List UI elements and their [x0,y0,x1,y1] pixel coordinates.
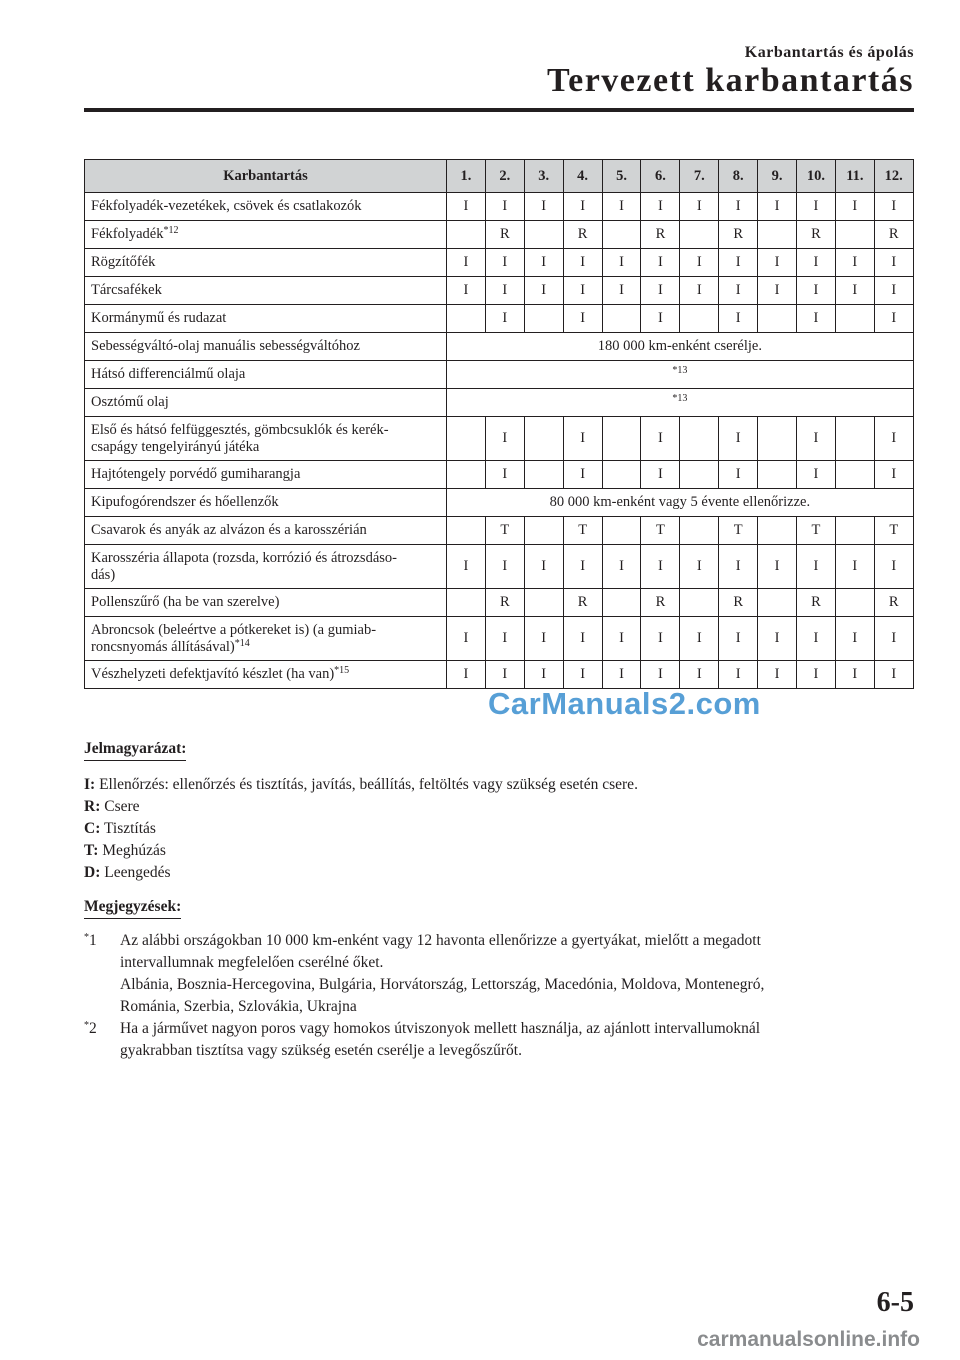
interval-cell: I [797,249,836,277]
task-label: Rögzítőfék [91,254,156,270]
interval-cell: I [758,277,797,305]
interval-cell: I [563,277,602,305]
interval-cell: R [563,589,602,617]
task-cell [85,333,447,361]
interval-cell: I [835,617,874,661]
interval-cell: I [485,545,524,589]
interval-cell: T [719,517,758,545]
interval-cell: T [641,517,680,545]
note-asterisk: * [84,1020,89,1031]
interval-cell [447,305,486,333]
interval-cell [602,305,641,333]
interval-cell: I [524,193,563,221]
interval-cell: R [563,221,602,249]
table-row [85,461,914,489]
interval-cell [524,461,563,489]
interval-cell: R [719,221,758,249]
interval-cell: I [758,249,797,277]
task-label: Kormánymű és rudazat [91,310,227,326]
task-cell [85,305,447,333]
interval-cell [602,417,641,461]
interval-cell: I [641,461,680,489]
interval-cell [602,221,641,249]
table-row [85,589,914,617]
legend-key: I: [84,776,96,793]
column-header-interval: 9. [758,160,797,193]
legend-item [84,774,638,796]
legend-heading: Jelmagyarázat: [84,740,186,761]
interval-cell: I [680,617,719,661]
notes-list [84,930,914,1062]
interval-cell [524,417,563,461]
interval-cell: I [797,617,836,661]
interval-cell: R [797,221,836,249]
note-line: intervallumnak megfelelően cserélné őket. [120,954,384,971]
interval-cell: I [485,417,524,461]
legend-text: Csere [104,798,140,815]
interval-cell [447,517,486,545]
interval-cell: I [447,249,486,277]
legend-list [84,774,638,884]
interval-cell: I [797,193,836,221]
column-header-interval: 4. [563,160,602,193]
task-label: Tárcsafékek [91,282,162,298]
task-label: Pollenszűrő (ha be van szerelve) [91,594,280,610]
footnote-ref: *12 [163,225,179,236]
page-number: 6-5 [876,1287,914,1318]
column-header-interval: 5. [602,160,641,193]
table-row [85,389,914,417]
interval-cell: I [835,249,874,277]
task-cell [85,277,447,305]
note-item [84,1018,914,1062]
interval-cell: I [874,661,913,689]
legend-item [84,862,638,884]
table-body [85,193,914,689]
interval-cell: I [719,193,758,221]
table-row [85,417,914,461]
interval-cell: R [797,589,836,617]
page-title: Tervezett karbantartás [547,62,914,99]
interval-cell: I [563,661,602,689]
task-label: Kipufogórendszer és hőellenzők [91,494,279,510]
table-row [85,361,914,389]
interval-cell [680,221,719,249]
legend-key: R: [84,798,101,815]
interval-cell: I [835,193,874,221]
header-rule [84,108,914,112]
interval-cell: I [563,193,602,221]
interval-cell: I [835,661,874,689]
footer-watermark: carmanualsonline.info [697,1328,920,1351]
table-row [85,221,914,249]
footnote-ref: *13 [672,365,688,376]
interval-cell: T [563,517,602,545]
interval-cell: I [485,617,524,661]
interval-cell: I [447,193,486,221]
interval-cell: I [680,545,719,589]
interval-cell: I [719,249,758,277]
legend-key: C: [84,820,101,837]
column-header-interval: 1. [447,160,486,193]
interval-cell: I [719,277,758,305]
interval-cell: T [485,517,524,545]
interval-cell: I [563,305,602,333]
interval-cell [758,305,797,333]
interval-cell: I [680,661,719,689]
legend-item [84,818,638,840]
interval-cell: I [874,249,913,277]
interval-cell: I [680,277,719,305]
interval-cell: I [641,277,680,305]
interval-cell: I [641,661,680,689]
interval-cell: R [874,221,913,249]
task-label: Csavarok és anyák az alvázon és a karosszérián [91,522,367,538]
header-section-label: Karbantartás és ápolás [744,44,914,61]
table-row [85,193,914,221]
interval-cell [758,221,797,249]
interval-cell: T [797,517,836,545]
interval-cell: R [719,589,758,617]
interval-cell [680,305,719,333]
interval-cell: I [835,277,874,305]
task-label-line2: dás) [91,566,116,583]
table-row [85,333,914,361]
interval-cell: R [641,589,680,617]
interval-cell: I [602,545,641,589]
legend-key: D: [84,864,101,881]
notes-heading: Megjegyzések: [84,898,181,919]
interval-cell: I [797,661,836,689]
legend-item [84,796,638,818]
interval-cell [680,517,719,545]
interval-cell: I [641,249,680,277]
interval-cell: I [874,277,913,305]
interval-cell: I [563,545,602,589]
note-line: Albánia, Bosznia-Hercegovina, Bulgária, Horvátország, Lettország, Macedónia, Moldova, Montenegró, [120,976,765,993]
interval-cell: I [797,277,836,305]
task-cell [85,461,447,489]
interval-cell: I [563,417,602,461]
interval-cell: R [641,221,680,249]
interval-cell [524,589,563,617]
interval-text: 180 000 km-enként cserélje. [597,338,762,354]
table-row [85,305,914,333]
interval-cell: I [874,545,913,589]
table-row [85,249,914,277]
note-line: Az alábbi országokban 10 000 km-enként vagy 12 havonta ellenőrizze a gyertyákat, mielőtt a megadott [120,932,761,949]
table-row [85,617,914,661]
interval-cell: I [447,277,486,305]
interval-cell [835,417,874,461]
note-line: Románia, Szerbia, Szlovákia, Ukrajna [120,998,357,1015]
legend-text: Tisztítás [103,820,156,837]
legend-key: T: [84,842,99,859]
column-header-interval: 8. [719,160,758,193]
interval-cell [524,221,563,249]
legend-text: Ellenőrzés: ellenőrzés és tisztítás, javítás, beállítás, feltöltés vagy szükség esetén csere. [99,776,638,793]
interval-cell [524,305,563,333]
interval-cell [835,221,874,249]
interval-cell: I [874,461,913,489]
interval-cell: I [874,193,913,221]
interval-cell [447,417,486,461]
interval-cell: I [719,305,758,333]
interval-cell [835,517,874,545]
interval-cell: R [485,221,524,249]
interval-cell: I [485,305,524,333]
interval-cell: I [524,617,563,661]
task-label: Osztómű olaj [91,394,169,410]
interval-text: 80 000 km-enként vagy 5 évente ellenőrizze. [549,494,811,510]
task-cell [85,589,447,617]
interval-cell: I [719,545,758,589]
interval-cell: I [485,193,524,221]
column-header-interval: 7. [680,160,719,193]
footnote-ref: *13 [672,393,688,404]
interval-cell [758,517,797,545]
column-header-task: Karbantartás [85,160,447,193]
interval-cell: I [447,545,486,589]
interval-span-cell [447,333,914,361]
interval-cell: I [797,417,836,461]
task-cell [85,617,447,661]
interval-cell: I [563,249,602,277]
interval-cell: I [485,461,524,489]
task-cell [85,661,447,689]
interval-cell: I [641,545,680,589]
interval-cell [758,417,797,461]
table-row [85,517,914,545]
task-cell [85,361,447,389]
interval-cell [835,305,874,333]
interval-cell [447,589,486,617]
interval-cell [680,589,719,617]
task-cell [85,221,447,249]
interval-span-cell [447,489,914,517]
note-number: 2 [89,1020,97,1037]
task-cell [85,417,447,461]
note-line: gyakrabban tisztítsa vagy szükség esetén cserélje a levegőszűrőt. [120,1042,522,1059]
interval-cell: I [719,661,758,689]
task-label: Karosszéria állapota (rozsda, korrózió és átrozsdáso- [91,549,397,566]
column-header-interval: 12. [874,160,913,193]
interval-cell [602,517,641,545]
legend-text: Leengedés [104,864,171,881]
interval-cell: I [641,417,680,461]
interval-cell: I [874,617,913,661]
table-row [85,661,914,689]
table-row [85,545,914,589]
interval-cell: I [447,617,486,661]
footnote-ref: *15 [334,665,350,676]
interval-cell: I [524,277,563,305]
note-marker [84,930,97,952]
task-label: Fékfolyadék-vezetékek, csövek és csatlakozók [91,198,362,214]
interval-cell: I [485,249,524,277]
interval-cell [447,221,486,249]
interval-cell: I [835,545,874,589]
task-label: Sebességváltó-olaj manuális sebességváltóhoz [91,338,360,354]
column-header-interval: 11. [835,160,874,193]
interval-cell [680,417,719,461]
interval-cell: I [874,305,913,333]
task-label: Első és hátsó felfüggesztés, gömbcsuklók és kerék- [91,421,389,438]
interval-cell: I [563,461,602,489]
task-label-line2: csapágy tengelyirányú játéka [91,438,260,455]
task-cell [85,193,447,221]
table-row [85,489,914,517]
task-cell [85,517,447,545]
interval-cell: I [758,545,797,589]
interval-cell [758,461,797,489]
task-label: Vészhelyzeti defektjavító készlet (ha van) [91,666,335,682]
interval-cell: I [874,417,913,461]
table-header-row [85,160,914,193]
interval-cell: I [719,461,758,489]
interval-cell: I [719,417,758,461]
task-label: Abroncsok (beleértve a pótkereket is) (a gumiab- [91,621,377,638]
task-label: Hátsó differenciálmű olaja [91,366,246,382]
interval-cell: R [874,589,913,617]
watermark-text: CarManuals2.com [488,686,761,721]
interval-cell: I [447,661,486,689]
interval-cell: I [719,617,758,661]
task-label: Fékfolyadék [91,226,164,242]
task-cell [85,249,447,277]
legend-text: Meghúzás [102,842,166,859]
note-asterisk: * [84,932,89,943]
interval-cell: I [758,617,797,661]
interval-cell: I [524,661,563,689]
interval-cell: I [758,193,797,221]
interval-cell [835,461,874,489]
task-cell [85,489,447,517]
interval-cell: I [797,461,836,489]
interval-cell: I [797,305,836,333]
interval-cell: I [602,277,641,305]
table-row [85,277,914,305]
task-cell [85,389,447,417]
interval-cell [680,461,719,489]
column-header-interval: 10. [797,160,836,193]
interval-span-cell [447,389,914,417]
note-line: Ha a járművet nagyon poros vagy homokos útviszonyok mellett használja, az ajánlott intervallumoknál [120,1020,761,1037]
task-label-line2: roncsnyomás állításával) [91,638,235,655]
interval-cell: I [524,249,563,277]
interval-cell: I [485,661,524,689]
interval-cell: I [680,193,719,221]
note-item [84,930,914,1018]
interval-cell [602,589,641,617]
interval-cell: I [524,545,563,589]
interval-cell: I [680,249,719,277]
interval-cell: T [874,517,913,545]
interval-cell [524,517,563,545]
interval-cell: I [641,305,680,333]
interval-cell: I [602,193,641,221]
interval-cell: I [602,661,641,689]
interval-cell: I [797,545,836,589]
interval-cell: I [602,617,641,661]
column-header-interval: 6. [641,160,680,193]
interval-cell: I [758,661,797,689]
interval-cell [447,461,486,489]
interval-cell: I [641,193,680,221]
interval-cell: I [602,249,641,277]
interval-cell: I [641,617,680,661]
legend-item [84,840,638,862]
note-marker [84,1018,97,1040]
interval-cell [758,589,797,617]
column-header-interval: 2. [485,160,524,193]
interval-cell: I [563,617,602,661]
note-number: 1 [89,932,97,949]
interval-cell [835,589,874,617]
interval-cell: I [485,277,524,305]
footnote-ref: *14 [234,637,250,649]
task-label: Hajtótengely porvédő gumiharangja [91,466,301,482]
task-cell [85,545,447,589]
maintenance-table [84,159,914,689]
column-header-interval: 3. [524,160,563,193]
interval-cell: R [485,589,524,617]
interval-span-cell [447,361,914,389]
interval-cell [602,461,641,489]
